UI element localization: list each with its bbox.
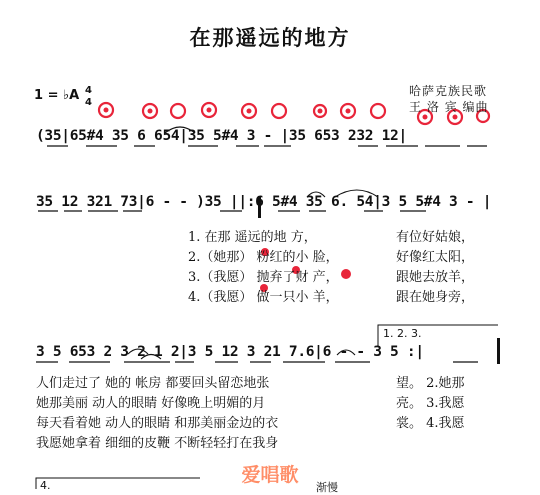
notation-line-1: (35|65#4 35 6 654|35 5#4 3 - |35 653 232 12| bbox=[36, 128, 407, 144]
key-signature: 1 = ♭A bbox=[34, 88, 80, 103]
time-signature-top: 4 bbox=[85, 85, 92, 96]
lyric-line-2-end: 亮。 3.我愿 bbox=[396, 396, 465, 411]
lyric-line-2: 她那美丽 动人的眼睛 好像晚上明媚的月 bbox=[36, 396, 266, 411]
time-signature-bottom: 4 bbox=[85, 97, 92, 108]
lyric-verse-2-end: 好像红太阳， bbox=[396, 250, 475, 265]
lyric-verse-1-end: 有位好姑娘， bbox=[396, 230, 475, 245]
lyric-verse-2: 2.（她那） 粉红的小 脸， bbox=[188, 250, 339, 265]
lyric-verse-4: 4.（我愿） 做一只小 羊， bbox=[188, 290, 339, 305]
lyric-line-4: 我愿她拿着 细细的皮鞭 不断轻轻打在我身 bbox=[36, 436, 279, 451]
lyric-verse-4-end: 跟在她身旁， bbox=[396, 290, 475, 305]
watermark-logo: 爱唱歌 bbox=[241, 464, 299, 486]
lyric-line-3-end: 裳。 4.我愿 bbox=[396, 416, 465, 431]
lyric-verse-3-end: 跟她去放羊， bbox=[396, 270, 475, 285]
lyric-line-1-end: 望。 2.她那 bbox=[396, 376, 465, 391]
red-annotation-circle bbox=[272, 104, 286, 118]
attribution-origin: 哈萨克族民歌 bbox=[409, 84, 488, 98]
lyric-line-1: 人们走过了 她的 帐房 都要回头留恋地张 bbox=[36, 376, 270, 391]
notation-line-2: 35 12 321 73|6 - - )35 ||:6 5#4 35 6. 54|3 5 5#4 3 - | bbox=[36, 194, 492, 210]
notation-line-3: 3 5 653 2 3 2 1 2|3 5 12 3 21 7.6|6 - - 3 5 :| bbox=[36, 344, 424, 360]
bottom-volta-label: 4. bbox=[40, 479, 51, 492]
lyric-line-3: 每天看着她 动人的眼睛 和那美丽金边的衣 bbox=[36, 416, 279, 431]
lyric-verse-3: 3.（我愿） 抛弃了财 产， bbox=[188, 270, 339, 285]
lyric-verse-1: 1. 在那 遥远的地 方， bbox=[188, 230, 317, 245]
repeat-bar-end bbox=[497, 338, 500, 364]
attribution-arranger: 王 洛 宾 编曲 bbox=[409, 100, 489, 114]
tempo-marking: 渐慢 bbox=[316, 481, 338, 494]
volta-label: 1. 2. 3. bbox=[383, 327, 422, 340]
red-annotation-circle bbox=[371, 104, 385, 118]
red-annotation-circle bbox=[171, 104, 185, 118]
song-title: 在那遥远的地方 bbox=[189, 25, 351, 50]
